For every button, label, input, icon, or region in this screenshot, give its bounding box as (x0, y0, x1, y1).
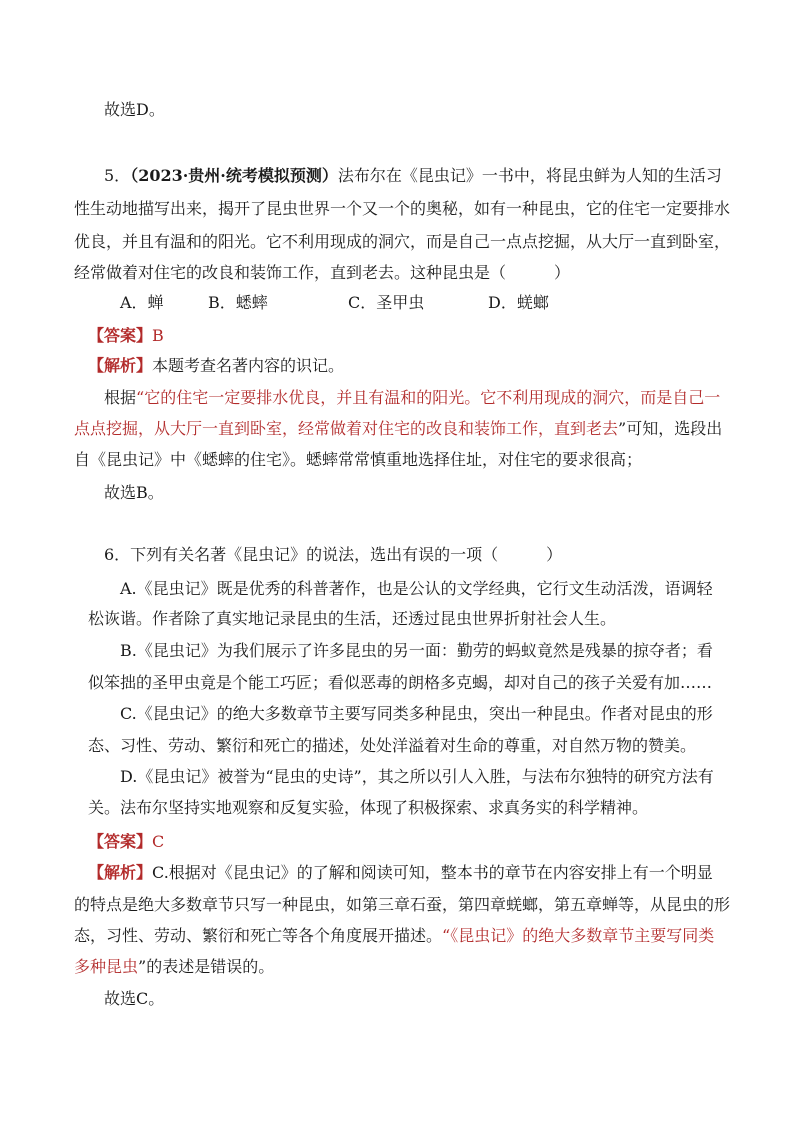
q6-option-a-line-2: 松诙谐。作者除了真实地记录昆虫的生活，还透过昆虫世界折射社会人生。 (88, 609, 617, 628)
q6-answer-value: C (152, 832, 165, 851)
q4-conclusion: 故选D。 (104, 100, 165, 119)
q6-analysis-text-3a: 态，习性、劳动、繁衍和死亡等各个角度展开描述。 (74, 926, 443, 945)
q5-number: 5． (104, 166, 131, 185)
q5-option-d: D．蜣螂 (488, 293, 549, 312)
q6-conclusion: 故选C。 (104, 989, 165, 1008)
q5-analysis-quote-2b: “它的住宅一定要排水优良，并且有温和的阳光。它不利用现成的洞穴，而是自己一 (136, 388, 721, 407)
q6-analysis-label: 【解析】 (88, 863, 153, 882)
q6-stem: 6．下列有关名著《昆虫记》的说法，选出有误的一项（ ） (104, 545, 563, 564)
q5-answer (88, 325, 164, 347)
q6-answer-label: 【答案】 (88, 832, 153, 851)
q5-analysis-line-2 (104, 387, 720, 409)
q5-source: （2023·贵州·统考模拟预测） (130, 166, 338, 185)
q6-option-d-line-1: D.《昆虫记》被誉为“昆虫的史诗”，其之所以引人入胜，与法布尔独特的研究方法有 (120, 767, 714, 786)
q6-option-d-line-2: 关。法布尔坚持实地观察和反复实验，体现了积极探索、求真务实的科学精神。 (88, 798, 649, 817)
q5-option-b: B．蟋蟀 (208, 293, 268, 312)
q6-analysis-line-1 (88, 862, 713, 884)
q5-stem-line-3: 优良，并且有温和的阳光。它不利用现成的洞穴，而是自己一点点挖掘，从大厅一直到卧室， (74, 232, 731, 251)
q5-analysis-text-2a: 根据 (104, 388, 137, 407)
q5-analysis-line-4: 自《昆虫记》中《蟋蟀的住宅》。蟋蟀常常慎重地选择住址，对住宅的要求很高； (74, 450, 643, 469)
q6-analysis-line-3 (74, 925, 714, 947)
q6-analysis-line-2: 的特点是绝大多数章节只写一种昆虫，如第三章石蚕，第四章蜣螂，第五章蝉等，从昆虫的形 (74, 895, 731, 914)
q6-option-b-line-2: 似笨拙的圣甲虫竟是个能工巧匠；看似恶毒的朗格多克蝎，却对自己的孩子关爱有加…… (88, 673, 713, 692)
q6-analysis-text-1: C.根据对《昆虫记》的了解和阅读可知，整本书的章节在内容安排上有一个明显 (152, 863, 713, 882)
q5-analysis-label: 【解析】 (88, 356, 153, 375)
q6-option-c-line-1: C.《昆虫记》的绝大多数章节主要写同类多种昆虫，突出一种昆虫。作者对昆虫的形 (120, 704, 713, 723)
q5-answer-value: B (152, 326, 164, 345)
q5-stem-line-4: 经常做着对住宅的改良和装饰工作，直到老去。这种昆虫是（ ） (74, 263, 571, 282)
q5-stem-line-1 (104, 165, 722, 187)
q6-analysis-quote-3b: “《昆虫记》的绝大多数章节主要写同类 (442, 926, 715, 945)
q6-analysis-text-4b: ”的表述是错误的。 (138, 957, 275, 976)
q5-conclusion: 故选B。 (104, 483, 164, 502)
q6-analysis-line-4 (74, 956, 274, 978)
q5-analysis-quote-3a: 点点挖掘，从大厅一直到卧室，经常做着对住宅的改良和装饰工作，直到老去 (74, 419, 619, 438)
q6-option-a-line-1: A.《昆虫记》既是优秀的科普著作，也是公认的文学经典，它行文生动活泼，语调轻 (120, 579, 713, 598)
q5-analysis-line-1 (88, 355, 344, 377)
q5-stem-text-1: 法布尔在《昆虫记》一书中，将昆虫鲜为人知的生活习 (337, 166, 722, 185)
q6-option-c-line-2: 态、习性、劳动、繁衍和死亡的描述，处处洋溢着对生命的尊重，对自然万物的赞美。 (88, 736, 697, 755)
q5-option-c: C．圣甲虫 (348, 293, 425, 312)
q6-answer (88, 831, 164, 853)
q5-stem-line-2: 性生动地描写出来，揭开了昆虫世界一个又一个的奥秘，如有一种昆虫，它的住宅一定要排水 (74, 199, 731, 218)
q5-answer-label: 【答案】 (88, 326, 153, 345)
q5-option-a: A．蝉 (120, 293, 164, 312)
q5-analysis-line-3 (74, 418, 722, 440)
q6-option-b-line-1: B.《昆虫记》为我们展示了许多昆虫的另一面：勤劳的蚂蚁竟然是残暴的掠夺者；看 (120, 641, 713, 660)
q5-analysis-text-3b: ”可知，选段出 (618, 419, 723, 438)
q6-analysis-quote-4a: 多种昆虫 (74, 957, 139, 976)
q5-analysis-text-1: 本题考查名著内容的识记。 (152, 356, 345, 375)
